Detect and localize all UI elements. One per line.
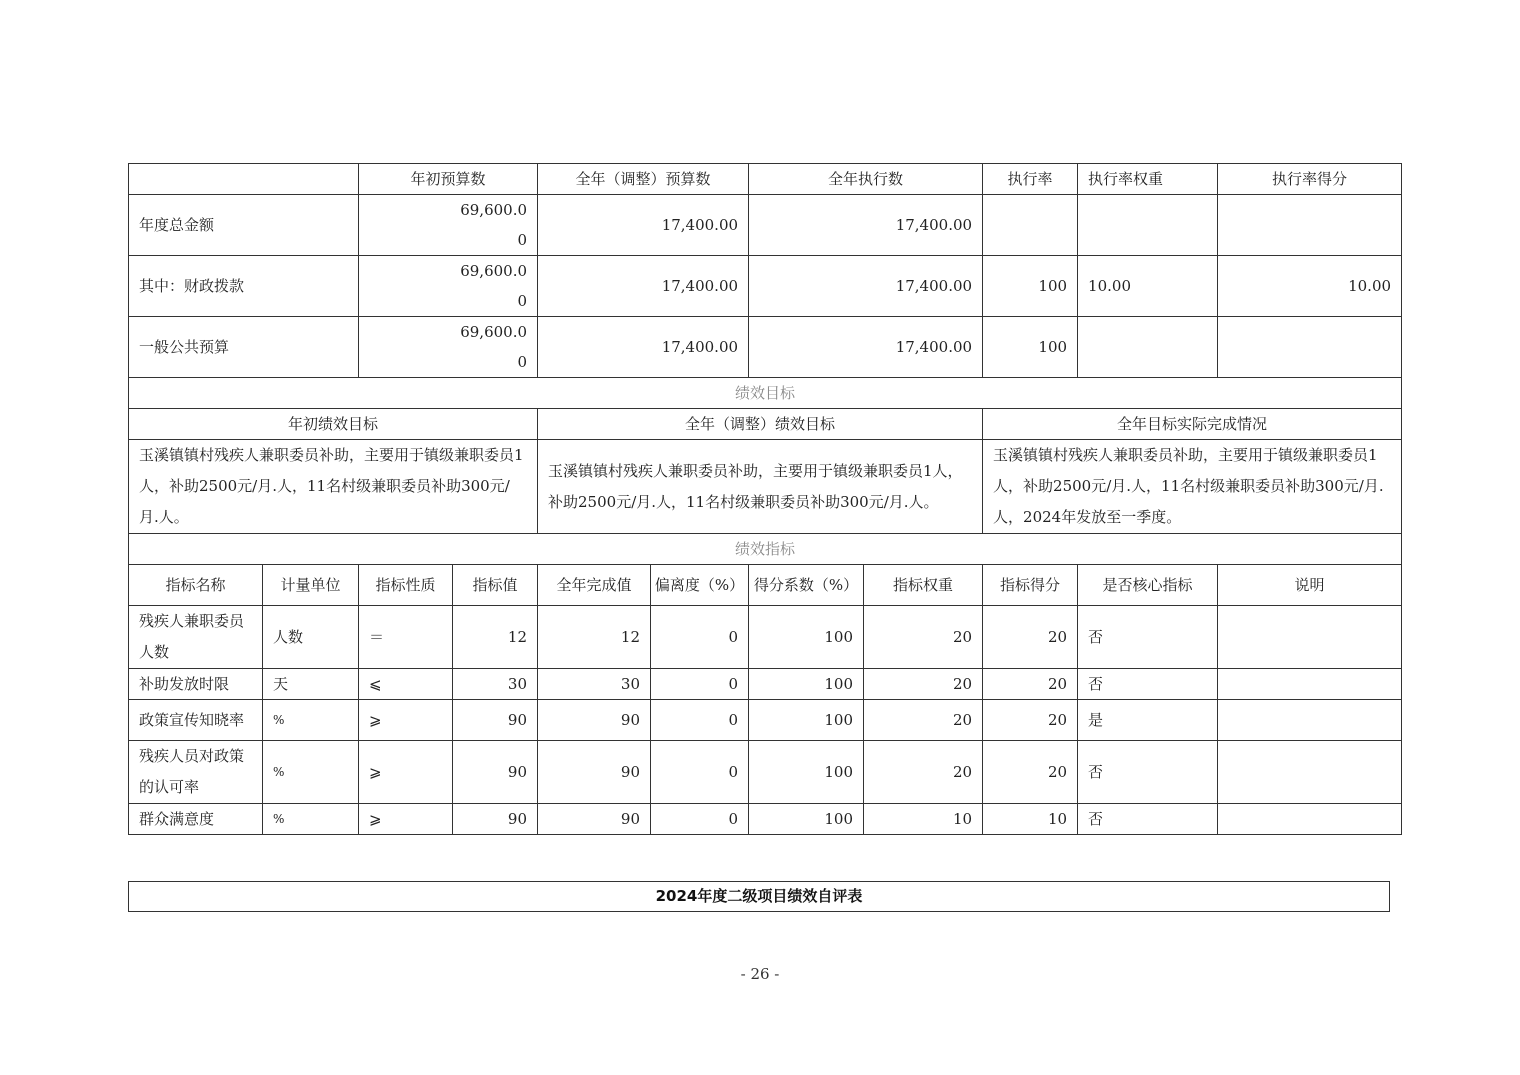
ind-note [1218,669,1402,700]
budget-weight [1078,317,1218,378]
budget-header-score: 执行率得分 [1218,164,1402,195]
indicators-section-title: 绩效指标 [129,534,1402,565]
budget-executed: 17,400.00 [749,256,983,317]
ind-header-deviation: 偏离度（%） [651,565,749,606]
budget-initial: 69,600.0 0 [359,317,538,378]
budget-row-fiscal [129,256,1402,317]
ind-target: 90 [453,741,538,804]
ind-note [1218,741,1402,804]
ind-score: 20 [983,741,1078,804]
ind-core: 否 [1078,606,1218,669]
ind-name: 政策宣传知晓率 [129,700,263,741]
goals-header-row [129,409,1402,440]
ind-header-target: 指标值 [453,565,538,606]
ind-coef: 100 [749,606,864,669]
ind-unit: % [263,741,359,804]
ind-header-unit: 计量单位 [263,565,359,606]
ind-actual: 90 [538,804,651,835]
indicators-section-row [129,534,1402,565]
ind-coef: 100 [749,741,864,804]
ind-actual: 90 [538,700,651,741]
ind-target: 90 [453,804,538,835]
budget-header-rate: 执行率 [983,164,1078,195]
goals-header-adjusted: 全年（调整）绩效目标 [538,409,983,440]
ind-actual: 30 [538,669,651,700]
budget-label: 一般公共预算 [129,317,359,378]
ind-note [1218,804,1402,835]
ind-unit: 天 [263,669,359,700]
ind-weight: 20 [864,700,983,741]
budget-row-general [129,317,1402,378]
goals-adjusted-text: 玉溪镇镇村残疾人兼职委员补助，主要用于镇级兼职委员1人，补助2500元/月.人，11名村级兼职委员补助300元/月.人。 [538,440,983,534]
ind-core: 否 [1078,669,1218,700]
goals-header-actual: 全年目标实际完成情况 [983,409,1402,440]
budget-rate: 100 [983,256,1078,317]
goals-content-row [129,440,1402,534]
ind-header-core: 是否核心指标 [1078,565,1218,606]
ind-deviation: 0 [651,700,749,741]
next-table-title: 2024年度二级项目绩效自评表 [128,881,1390,912]
ind-actual: 12 [538,606,651,669]
indicator-row [129,606,1402,669]
ind-deviation: 0 [651,669,749,700]
budget-weight [1078,195,1218,256]
goals-section-row [129,378,1402,409]
ind-nature: ⩽ [359,669,453,700]
budget-header-executed: 全年执行数 [749,164,983,195]
budget-initial: 69,600.0 0 [359,256,538,317]
ind-header-name: 指标名称 [129,565,263,606]
ind-deviation: 0 [651,804,749,835]
ind-weight: 10 [864,804,983,835]
indicator-row [129,669,1402,700]
ind-header-weight: 指标权重 [864,565,983,606]
ind-header-actual: 全年完成值 [538,565,651,606]
ind-unit: % [263,700,359,741]
ind-core: 否 [1078,804,1218,835]
ind-header-nature: 指标性质 [359,565,453,606]
budget-row-total [129,195,1402,256]
ind-score: 20 [983,669,1078,700]
budget-header-initial: 年初预算数 [359,164,538,195]
ind-unit: 人数 [263,606,359,669]
ind-target: 90 [453,700,538,741]
budget-executed: 17,400.00 [749,317,983,378]
ind-header-note: 说明 [1218,565,1402,606]
ind-score: 20 [983,606,1078,669]
budget-adjusted: 17,400.00 [538,317,749,378]
budget-header-row [129,164,1402,195]
budget-score: 10.00 [1218,256,1402,317]
budget-executed: 17,400.00 [749,195,983,256]
ind-target: 12 [453,606,538,669]
ind-deviation: 0 [651,606,749,669]
ind-coef: 100 [749,804,864,835]
ind-nature: ⩾ [359,741,453,804]
ind-weight: 20 [864,669,983,700]
budget-adjusted: 17,400.00 [538,195,749,256]
performance-table [128,163,1402,835]
ind-actual: 90 [538,741,651,804]
ind-nature: ⩾ [359,700,453,741]
goals-header-initial: 年初绩效目标 [129,409,538,440]
budget-initial: 69,600.0 0 [359,195,538,256]
ind-weight: 20 [864,741,983,804]
ind-deviation: 0 [651,741,749,804]
budget-header-weight: 执行率权重 [1078,164,1218,195]
budget-rate [983,195,1078,256]
budget-label: 其中：财政拨款 [129,256,359,317]
ind-header-score: 指标得分 [983,565,1078,606]
indicator-row [129,700,1402,741]
ind-nature: ⩾ [359,804,453,835]
budget-header-adjusted: 全年（调整）预算数 [538,164,749,195]
ind-note [1218,700,1402,741]
budget-adjusted: 17,400.00 [538,256,749,317]
indicator-row [129,804,1402,835]
ind-coef: 100 [749,669,864,700]
ind-note [1218,606,1402,669]
ind-core: 否 [1078,741,1218,804]
ind-name: 群众满意度 [129,804,263,835]
budget-rate: 100 [983,317,1078,378]
ind-header-coef: 得分系数（%） [749,565,864,606]
ind-nature: ＝ [359,606,453,669]
ind-target: 30 [453,669,538,700]
ind-weight: 20 [864,606,983,669]
goals-actual-text: 玉溪镇镇村残疾人兼职委员补助，主要用于镇级兼职委员1人，补助2500元/月.人，11名村级兼职委员补助300元/月.人，2024年发放至一季度。 [983,440,1402,534]
ind-core: 是 [1078,700,1218,741]
budget-label: 年度总金额 [129,195,359,256]
ind-score: 20 [983,700,1078,741]
budget-header-blank [129,164,359,195]
ind-unit: % [263,804,359,835]
ind-name: 残疾人员对政策的认可率 [129,741,263,804]
indicator-row [129,741,1402,804]
goals-initial-text: 玉溪镇镇村残疾人兼职委员补助，主要用于镇级兼职委员1人，补助2500元/月.人，11名村级兼职委员补助300元/月.人。 [129,440,538,534]
budget-score [1218,317,1402,378]
goals-section-title: 绩效目标 [129,378,1402,409]
ind-name: 残疾人兼职委员人数 [129,606,263,669]
indicators-header-row [129,565,1402,606]
ind-coef: 100 [749,700,864,741]
page-number: - 26 - [740,965,780,983]
budget-weight: 10.00 [1078,256,1218,317]
ind-score: 10 [983,804,1078,835]
ind-name: 补助发放时限 [129,669,263,700]
budget-score [1218,195,1402,256]
